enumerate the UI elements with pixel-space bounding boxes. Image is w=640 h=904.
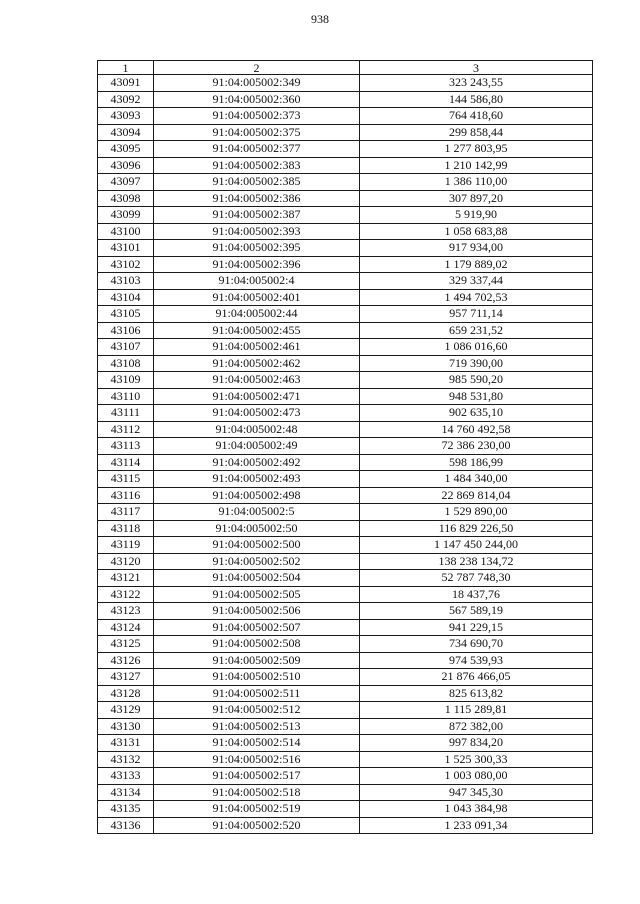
cadastral-number-cell: 91:04:005002:455 <box>154 322 360 339</box>
cadastral-number-cell: 91:04:005002:498 <box>154 487 360 504</box>
value-cell: 1 484 340,00 <box>360 471 593 488</box>
cadastral-number-cell: 91:04:005002:500 <box>154 537 360 554</box>
cadastral-number-cell: 91:04:005002:517 <box>154 768 360 785</box>
value-cell: 1 058 683,88 <box>360 223 593 240</box>
row-number-cell: 43091 <box>98 75 154 92</box>
cadastral-number-cell: 91:04:005002:5 <box>154 504 360 521</box>
cadastral-number-cell: 91:04:005002:506 <box>154 603 360 620</box>
cadastral-number-cell: 91:04:005002:462 <box>154 355 360 372</box>
table-row <box>98 438 593 455</box>
row-number-cell: 43100 <box>98 223 154 240</box>
row-number-cell: 43096 <box>98 157 154 174</box>
table-row <box>98 240 593 257</box>
row-number-cell: 43130 <box>98 718 154 735</box>
table-row <box>98 603 593 620</box>
row-number-cell: 43131 <box>98 735 154 752</box>
row-number-cell: 43108 <box>98 355 154 372</box>
row-number-cell: 43126 <box>98 652 154 669</box>
table-row <box>98 355 593 372</box>
row-number-cell: 43095 <box>98 141 154 158</box>
row-number-cell: 43093 <box>98 108 154 125</box>
table-row <box>98 405 593 422</box>
value-cell: 18 437,76 <box>360 586 593 603</box>
cadastral-number-cell: 91:04:005002:492 <box>154 454 360 471</box>
value-cell: 1 043 384,98 <box>360 801 593 818</box>
table-row <box>98 735 593 752</box>
value-cell: 974 539,93 <box>360 652 593 669</box>
value-cell: 872 382,00 <box>360 718 593 735</box>
table-row <box>98 75 593 92</box>
row-number-cell: 43105 <box>98 306 154 323</box>
row-number-cell: 43120 <box>98 553 154 570</box>
table-row <box>98 487 593 504</box>
value-cell: 598 186,99 <box>360 454 593 471</box>
value-cell: 902 635,10 <box>360 405 593 422</box>
table-row <box>98 702 593 719</box>
row-number-cell: 43116 <box>98 487 154 504</box>
value-cell: 138 238 134,72 <box>360 553 593 570</box>
row-number-cell: 43132 <box>98 751 154 768</box>
table-row <box>98 388 593 405</box>
value-cell: 1 179 889,02 <box>360 256 593 273</box>
row-number-cell: 43109 <box>98 372 154 389</box>
value-cell: 941 229,15 <box>360 619 593 636</box>
row-number-cell: 43114 <box>98 454 154 471</box>
cadastral-number-cell: 91:04:005002:510 <box>154 669 360 686</box>
cadastral-number-cell: 91:04:005002:44 <box>154 306 360 323</box>
value-cell: 734 690,70 <box>360 636 593 653</box>
row-number-cell: 43129 <box>98 702 154 719</box>
row-number-cell: 43122 <box>98 586 154 603</box>
value-cell: 116 829 226,50 <box>360 520 593 537</box>
value-cell: 21 876 466,05 <box>360 669 593 686</box>
value-cell: 917 934,00 <box>360 240 593 257</box>
row-number-cell: 43094 <box>98 124 154 141</box>
table-row <box>98 91 593 108</box>
value-cell: 144 586,80 <box>360 91 593 108</box>
value-cell: 825 613,82 <box>360 685 593 702</box>
cadastral-number-cell: 91:04:005002:520 <box>154 817 360 834</box>
row-number-cell: 43107 <box>98 339 154 356</box>
value-cell: 5 919,90 <box>360 207 593 224</box>
table-row <box>98 586 593 603</box>
cadastral-number-cell: 91:04:005002:471 <box>154 388 360 405</box>
table-row <box>98 372 593 389</box>
row-number-cell: 43106 <box>98 322 154 339</box>
table-row <box>98 174 593 191</box>
row-number-cell: 43118 <box>98 520 154 537</box>
value-cell: 299 858,44 <box>360 124 593 141</box>
column-header-3: 3 <box>360 61 593 75</box>
row-number-cell: 43113 <box>98 438 154 455</box>
table-header-row <box>98 61 593 75</box>
cadastral-number-cell: 91:04:005002:373 <box>154 108 360 125</box>
row-number-cell: 43135 <box>98 801 154 818</box>
page-number: 938 <box>311 12 329 26</box>
row-number-cell: 43111 <box>98 405 154 422</box>
table-row <box>98 207 593 224</box>
table-row <box>98 768 593 785</box>
value-cell: 659 231,52 <box>360 322 593 339</box>
value-cell: 1 525 300,33 <box>360 751 593 768</box>
value-cell: 1 386 110,00 <box>360 174 593 191</box>
row-number-cell: 43121 <box>98 570 154 587</box>
table-row <box>98 553 593 570</box>
value-cell: 22 869 814,04 <box>360 487 593 504</box>
column-header-1: 1 <box>98 61 154 75</box>
cadastral-number-cell: 91:04:005002:507 <box>154 619 360 636</box>
table-row <box>98 273 593 290</box>
value-cell: 329 337,44 <box>360 273 593 290</box>
value-cell: 1 494 702,53 <box>360 289 593 306</box>
row-number-cell: 43097 <box>98 174 154 191</box>
cadastral-number-cell: 91:04:005002:504 <box>154 570 360 587</box>
cadastral-number-cell: 91:04:005002:49 <box>154 438 360 455</box>
table-row <box>98 685 593 702</box>
table-row <box>98 619 593 636</box>
value-cell: 985 590,20 <box>360 372 593 389</box>
row-number-cell: 43112 <box>98 421 154 438</box>
cadastral-number-cell: 91:04:005002:50 <box>154 520 360 537</box>
row-number-cell: 43125 <box>98 636 154 653</box>
cadastral-number-cell: 91:04:005002:508 <box>154 636 360 653</box>
cadastral-number-cell: 91:04:005002:383 <box>154 157 360 174</box>
row-number-cell: 43102 <box>98 256 154 273</box>
table-row <box>98 669 593 686</box>
table-row <box>98 289 593 306</box>
cadastral-number-cell: 91:04:005002:401 <box>154 289 360 306</box>
row-number-cell: 43123 <box>98 603 154 620</box>
column-header-2: 2 <box>154 61 360 75</box>
table-row <box>98 652 593 669</box>
cadastral-number-cell: 91:04:005002:349 <box>154 75 360 92</box>
cadastral-number-cell: 91:04:005002:461 <box>154 339 360 356</box>
value-cell: 1 086 016,60 <box>360 339 593 356</box>
table-row <box>98 322 593 339</box>
table-row <box>98 718 593 735</box>
row-number-cell: 43133 <box>98 768 154 785</box>
table-row <box>98 537 593 554</box>
row-number-cell: 43115 <box>98 471 154 488</box>
cadastral-number-cell: 91:04:005002:4 <box>154 273 360 290</box>
table-row <box>98 636 593 653</box>
row-number-cell: 43124 <box>98 619 154 636</box>
row-number-cell: 43119 <box>98 537 154 554</box>
value-cell: 14 760 492,58 <box>360 421 593 438</box>
row-number-cell: 43092 <box>98 91 154 108</box>
table-row <box>98 784 593 801</box>
cadastral-number-cell: 91:04:005002:509 <box>154 652 360 669</box>
cadastral-number-cell: 91:04:005002:516 <box>154 751 360 768</box>
cadastral-number-cell: 91:04:005002:514 <box>154 735 360 752</box>
cadastral-number-cell: 91:04:005002:360 <box>154 91 360 108</box>
table-row <box>98 520 593 537</box>
table-row <box>98 421 593 438</box>
value-cell: 1 277 803,95 <box>360 141 593 158</box>
cadastral-number-cell: 91:04:005002:48 <box>154 421 360 438</box>
value-cell: 1 529 890,00 <box>360 504 593 521</box>
cadastral-number-cell: 91:04:005002:377 <box>154 141 360 158</box>
cadastral-number-cell: 91:04:005002:386 <box>154 190 360 207</box>
cadastral-number-cell: 91:04:005002:375 <box>154 124 360 141</box>
table-row <box>98 471 593 488</box>
value-cell: 1 233 091,34 <box>360 817 593 834</box>
value-cell: 1 003 080,00 <box>360 768 593 785</box>
row-number-cell: 43127 <box>98 669 154 686</box>
table-row <box>98 570 593 587</box>
value-cell: 307 897,20 <box>360 190 593 207</box>
value-cell: 764 418,60 <box>360 108 593 125</box>
table-row <box>98 454 593 471</box>
cadastral-number-cell: 91:04:005002:519 <box>154 801 360 818</box>
cadastral-number-cell: 91:04:005002:493 <box>154 471 360 488</box>
row-number-cell: 43128 <box>98 685 154 702</box>
table-row <box>98 306 593 323</box>
row-number-cell: 43110 <box>98 388 154 405</box>
cadastral-number-cell: 91:04:005002:513 <box>154 718 360 735</box>
value-cell: 947 345,30 <box>360 784 593 801</box>
table-row <box>98 124 593 141</box>
cadastral-number-cell: 91:04:005002:393 <box>154 223 360 240</box>
value-cell: 1 147 450 244,00 <box>360 537 593 554</box>
row-number-cell: 43136 <box>98 817 154 834</box>
data-table <box>97 60 593 834</box>
cadastral-number-cell: 91:04:005002:396 <box>154 256 360 273</box>
cadastral-number-cell: 91:04:005002:502 <box>154 553 360 570</box>
cadastral-number-cell: 91:04:005002:385 <box>154 174 360 191</box>
value-cell: 72 386 230,00 <box>360 438 593 455</box>
cadastral-number-cell: 91:04:005002:473 <box>154 405 360 422</box>
table-row <box>98 817 593 834</box>
value-cell: 719 390,00 <box>360 355 593 372</box>
value-cell: 948 531,80 <box>360 388 593 405</box>
table-body <box>98 75 593 834</box>
table-row <box>98 157 593 174</box>
cadastral-number-cell: 91:04:005002:511 <box>154 685 360 702</box>
value-cell: 1 210 142,99 <box>360 157 593 174</box>
table-row <box>98 801 593 818</box>
table-row <box>98 751 593 768</box>
table-row <box>98 504 593 521</box>
row-number-cell: 43101 <box>98 240 154 257</box>
row-number-cell: 43099 <box>98 207 154 224</box>
value-cell: 52 787 748,30 <box>360 570 593 587</box>
table-row <box>98 223 593 240</box>
value-cell: 567 589,19 <box>360 603 593 620</box>
cadastral-number-cell: 91:04:005002:463 <box>154 372 360 389</box>
table-row <box>98 339 593 356</box>
row-number-cell: 43098 <box>98 190 154 207</box>
value-cell: 1 115 289,81 <box>360 702 593 719</box>
value-cell: 323 243,55 <box>360 75 593 92</box>
row-number-cell: 43104 <box>98 289 154 306</box>
row-number-cell: 43117 <box>98 504 154 521</box>
cadastral-number-cell: 91:04:005002:512 <box>154 702 360 719</box>
table-row <box>98 190 593 207</box>
table-row <box>98 256 593 273</box>
value-cell: 957 711,14 <box>360 306 593 323</box>
cadastral-number-cell: 91:04:005002:395 <box>154 240 360 257</box>
table-row <box>98 108 593 125</box>
cadastral-number-cell: 91:04:005002:387 <box>154 207 360 224</box>
cadastral-number-cell: 91:04:005002:505 <box>154 586 360 603</box>
table-row <box>98 141 593 158</box>
value-cell: 997 834,20 <box>360 735 593 752</box>
row-number-cell: 43103 <box>98 273 154 290</box>
cadastral-number-cell: 91:04:005002:518 <box>154 784 360 801</box>
row-number-cell: 43134 <box>98 784 154 801</box>
